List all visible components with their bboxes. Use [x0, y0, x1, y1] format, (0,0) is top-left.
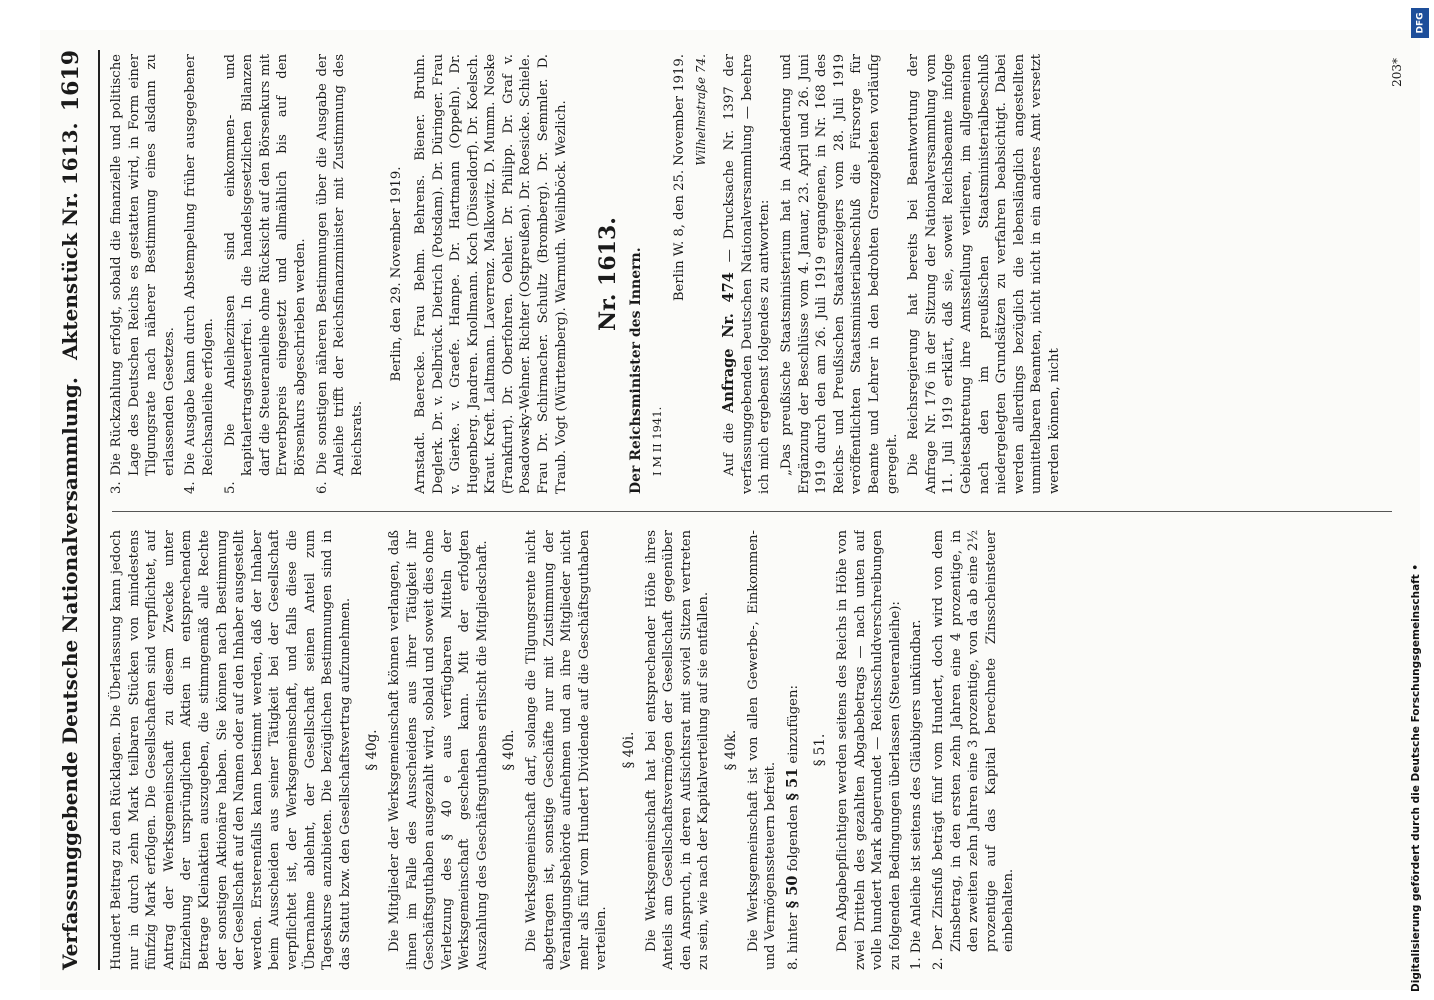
section-40g-heading: § 40g. [364, 729, 381, 771]
footer-signature-number: 203* [1390, 58, 1404, 87]
header-document-number: Aktenstück Nr. 1613. [58, 122, 82, 360]
condition-1-number: 1. [909, 957, 925, 970]
item-8-section-50: § 50 [783, 875, 801, 909]
section-40h-heading: § 40h. [501, 729, 518, 771]
dfg-logo: DFG [1411, 8, 1429, 38]
scanned-page [40, 30, 1420, 990]
section-51-heading: § 51. [812, 733, 829, 767]
condition-3 [108, 54, 178, 494]
condition-4 [182, 54, 217, 494]
column-divider [112, 511, 1392, 512]
digitization-notice: Digitalisierung gefördert durch die Deutsche Forschungsgemeinschaft • [1410, 563, 1422, 992]
condition-3-text: Die Rückzahlung erfolgt, sobald die finanzielle und politische Lage des Deutschen Reichs es gestatten wird, in Form einer Tilgungsrate nach näherer Bestimmung eines alsdann zu erlassenden Gesetzes. [109, 54, 177, 476]
condition-6-number: 6. [314, 481, 330, 494]
condition-2-text: Der Zinsfuß beträgt fünf vom Hundert, doch wird von dem Zinsbetrag, in den ersten zehn Jahren eine 4 prozentige, in den zweiten zehn Jahren eine 3 prozentige, von da ab eine 2½ prozentige auf das Kapital berechnete Zinsscheinsteuer einbehalten. [930, 530, 1017, 952]
condition-6 [314, 54, 367, 494]
condition-3-number: 3. [109, 481, 124, 494]
digitization-strip [1410, 8, 1432, 992]
document-number-heading: Nr. 1613. [595, 217, 622, 331]
section-40g-text: Die Mitglieder der Werksgemeinschaft können verlangen, daß ihnen im Falle des Ausscheidens aus ihrer Tätigkeit ihr Geschäftsguthaben ausgezahlt wird, sobald und soweit dies ohne Verletzung des § 40 e aus verfügbaren Mitteln der Werksgemeinschaft geschehen kann. Mit der erfolgten Auszahlung des Geschäftsguthabens erlischt die Mitgliedschaft. [386, 530, 490, 970]
condition-4-number: 4. [183, 481, 199, 494]
condition-5-number: 5. [222, 481, 238, 494]
answer-paragraph-2: Die Reichsregierung hat bereits bei Beantwortung der Anfrage Nr. 176 in der Sitzung der Nationalversammlung vom 11. Juli 1919 erklärt, daß sie, soweit Reichsbeamte infolge Gebietsabtretung ihre Amtsstellung verlieren, im allgemeinen nach den im preußischen Staatsministerialbeschluß niedergelegten Grundsätzen zu verfahren beabsichtigt. Dabei werden allerdings bezüglich die lebenslänglich angestellten unmittelbaren Beamten, nicht nicht in ein anderes Amt versetzt werden können, nicht [906, 54, 1062, 494]
item-8-number: 8. [785, 957, 801, 970]
section-40k-heading: § 40k. [723, 729, 739, 771]
condition-2-number: 2. [930, 957, 946, 970]
item-8-text-c: einzufügen: [785, 685, 801, 764]
item-8-section-51: § 51 [783, 767, 801, 801]
anfrage-number: Anfrage Nr. 474 [720, 272, 738, 413]
condition-2 [930, 530, 1018, 970]
section-51-text: Den Abgabepflichtigen werden seitens des Reichs in Höhe von zwei Dritteln des gezahlten Abgabebetrags — nach unten auf volle hundert Mark abgerundet — Reichsschuldverschreibungen zu folgenden Bedingungen überlassen (Steueranleihe): [834, 530, 903, 970]
page-header [54, 50, 100, 970]
item-8-text-b: folgenden [785, 804, 801, 872]
section-40i-text: Die Werksgemeinschaft hat bei entsprechender Höhe ihres Anteils am Gesellschaftsvermögen der Gesellschaft gegenüber den Anspruch, in deren Aufsichtsrat mit soviel Sitzen vertreten zu sein, wie nach der Kapitalverteilung auf sie entfallen. [643, 530, 712, 970]
condition-5 [222, 54, 310, 494]
page-number: 1619 [58, 50, 84, 112]
anfrage-text-a: Auf die [722, 422, 738, 476]
condition-4-text: Die Ausgabe kann durch Abstempelung früher ausgegebener Reichsanleihe erfolgen. [183, 54, 216, 476]
anfrage-text-b: — Drucksache Nr. 1397 der verfassunggebenden Deutschen Nationalversammlung — beehre ich mich ergebenst folgendes zu antworten: [722, 54, 773, 494]
journal-number: I M II 1941. [650, 406, 665, 476]
signatories: Arnstadt. Baerecke. Frau Behm. Behrens. Biener. Bruhn. Deglerk. Dr. v. Delbrück. Dietrich (Potsdam). Dr. Düringer. Frau v. Gierke. v. Graefe. Hampe. Dr. Hartmann (Oppeln). Dr. Hugenberg. Jandren. Knollmann. Koch (Düsseldorf). Dr. Koelsch. Kraut. Kreft. Laltmann. Laverrenz. Malkowitz. D. Mumm. Noske (Frankfurt). Dr. Oberfohren. Oehler. Dr. Philipp. Dr. Graf v. Posadowsky-Wehner. Richter (Ostpreußen). Dr. Roesicke. Schiele. Frau Dr. Schirmacher. Schultz (Bromberg). Dr. Semmler. D. Traub. Vogt (Württemberg). Warmuth. Weilnböck. Wezlich. [412, 54, 569, 494]
dateline: Berlin, den 29. November 1919. [389, 166, 405, 382]
header-title: Verfassunggebende Deutsche Nationalversammlung. [58, 377, 82, 970]
anfrage-paragraph [720, 54, 774, 494]
condition-6-text: Die sonstigen näheren Bestimmungen über die Ausgabe der Anleihe trifft der Reichsfinanzminister mit Zustimmung des Reichsrats. [314, 54, 365, 476]
condition-1 [908, 530, 926, 970]
item-8 [784, 530, 803, 970]
answer-paragraph-1: „Das preußische Staatsministerium hat in Abänderung und Ergänzung der Beschlüsse vom 4. Januar, 23. April und 26. Juni 1919 durch den am 26. Juli 1919 ergangenen, in Nr. 168 des Reichs- und Preußischen Staatsanzeigers vom 28. Juli 1919 veröffentlichten Staatsministerialbeschluß die Fürsorge für Beamte und Lehrer in den bedrohten Grenzgebieten vorläufig geregelt. [779, 54, 900, 494]
section-40k-text: Die Werksgemeinschaft ist von allen Gewerbe-, Einkommen- und Vermögenssteuern befreit. [745, 530, 779, 970]
right-column [108, 54, 1398, 494]
condition-5-text: Die Anleihezinsen sind einkommen- und kapitalertragsteuerfrei. In die handelsgesetzlichen Bilanzen darf die Steueranleihe ohne Rücksicht auf den Börsenkurs mit Erwerbspreis eingesetzt und allmählich bis auf den Börsenkurs abgeschrieben werden. [222, 54, 308, 476]
minister-heading: Der Reichsminister des Innern. [627, 247, 644, 494]
item-8-text-a: hinter [785, 912, 801, 954]
section-40i-heading: § 40i. [621, 731, 638, 769]
section-40h-text: Die Werksgemeinschaft darf, solange die Tilgungsrente nicht abgetragen ist, sonstige Geschäfte nur mit Zustimmung der Veranlagungsbehörde aufnehmen und an ihre Mitglieder nicht mehr als fünf vom Hundert Dividende auf die Geschäftsguthaben verteilen. [524, 530, 610, 970]
left-column [108, 530, 1398, 970]
condition-1-text: Die Anleihe ist seitens des Gläubigers unkündbar. [909, 619, 925, 954]
intro-paragraph: Hundert Beitrag zu den Rücklagen. Die Überlassung kann jedoch nur in durch zehn Mark teilbaren Stücken von mindestens fünfzig Mark erfolgen. Die Gesellschaften sind verpflichtet, auf Antrag der Werksgemeinschaft zu diesem Zwecke unter Einziehung der ursprünglichen Aktien in entsprechendem Betrage Kleinaktien auszugeben, die stimmgemäß alle Rechte der sonstigen Aktionäre haben. Sie können nach Bestimmung der Gesellschaft auf den Namen oder auf den Inhaber ausgestellt werden. Ersterenfalls kann bestimmt werden, daß der Inhaber beim Ausscheiden aus seiner Tätigkeit bei der Gesellschaft verpflichtet ist, der Werksgemeinschaft, und falls diese die Übernahme ablehnt, der Gesellschaft seinen Anteil zum Tageskurse anzubieten. Die bezüglichen Bestimmungen sind in das Statut bzw. den Gesellschaftsvertrag aufzunehmen. [109, 530, 353, 970]
address: Wilhelmstraße 74. [693, 54, 708, 166]
berlin-date: Berlin W. 8, den 25. November 1919. [672, 54, 688, 302]
